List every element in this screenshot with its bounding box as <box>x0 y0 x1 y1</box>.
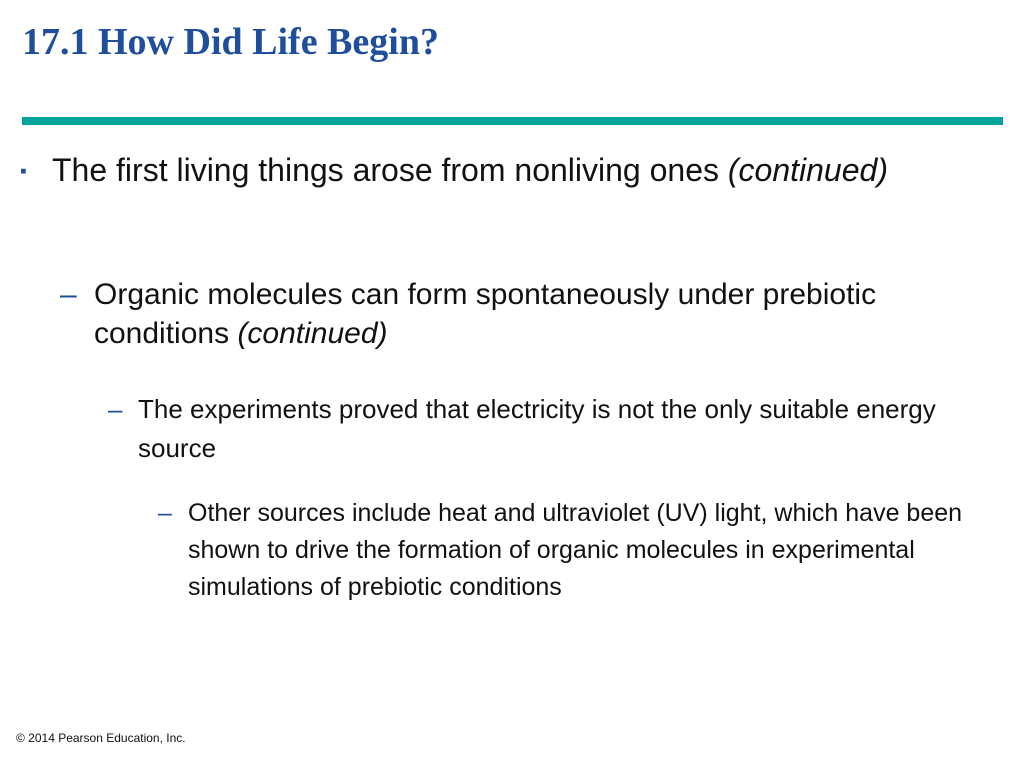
bullet-text <box>52 149 980 191</box>
bullet-text: Other sources include heat and ultraviolet (UV) light, which have been shown to drive the formation of organic molecules in experimental simulations of prebiotic conditions <box>188 499 963 601</box>
bullet-text <box>94 275 960 353</box>
square-bullet-icon: ▪ <box>20 161 27 182</box>
title-divider <box>22 117 1003 125</box>
bullet-level-3 <box>108 390 968 468</box>
dash-bullet-icon: – <box>158 499 172 527</box>
copyright-footer: © 2014 Pearson Education, Inc. <box>16 731 186 745</box>
bullet-level-4 <box>158 495 988 606</box>
bullet-level-2 <box>60 275 960 353</box>
bullet-main-text: Organic molecules can form spontaneously under prebiotic conditions <box>94 278 877 350</box>
continued-label: (continued) <box>727 152 888 188</box>
bullet-main-text: The first living things arose from nonliving ones <box>52 152 728 188</box>
continued-label: (continued) <box>237 317 388 350</box>
bullet-level-1 <box>20 149 980 191</box>
dash-bullet-icon: – <box>108 394 123 424</box>
slide-title: 17.1 How Did Life Begin? <box>22 21 439 63</box>
dash-bullet-icon: – <box>60 278 77 311</box>
bullet-text: The experiments proved that electricity is not the only suitable energy source <box>138 394 936 463</box>
